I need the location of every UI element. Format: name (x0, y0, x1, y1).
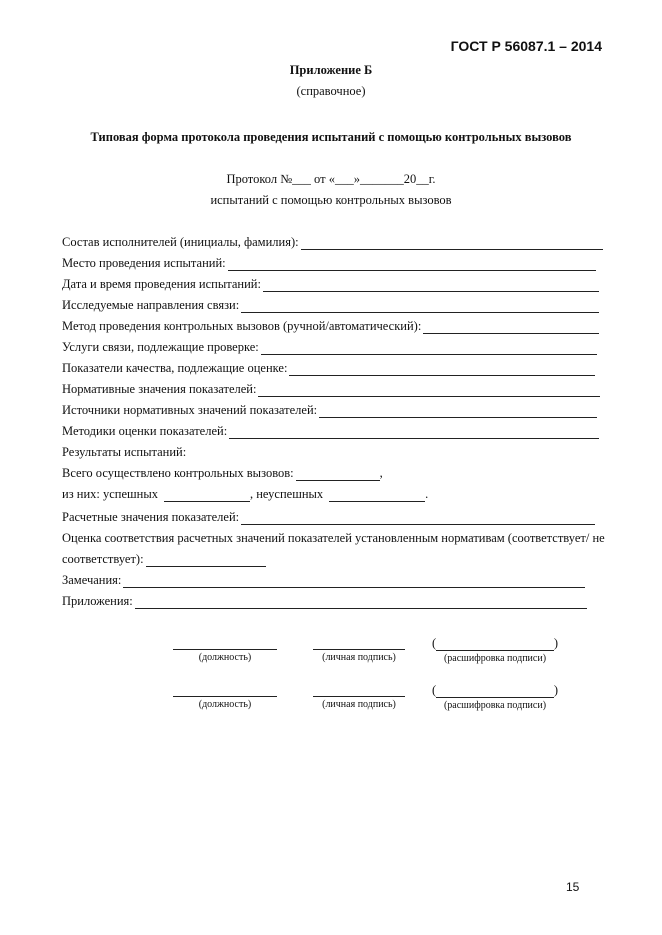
fill-line (423, 321, 599, 334)
field-label: Замечания: (62, 573, 122, 587)
field-directions (62, 298, 599, 313)
fill-line (173, 684, 277, 697)
field-label: Приложения: (62, 594, 133, 608)
field-label: Дата и время проведения испытаний: (62, 277, 261, 291)
fill-line (289, 363, 595, 376)
fill-line (146, 554, 266, 567)
close-paren: ) (553, 636, 558, 650)
field-calculated-values (62, 510, 595, 525)
field-remarks (62, 573, 585, 588)
field-test-place (62, 256, 596, 271)
position-caption: (должность) (198, 699, 252, 710)
fill-line (313, 684, 405, 697)
signature-position-2 (173, 684, 277, 710)
fill-line (229, 426, 599, 439)
fill-line (241, 300, 599, 313)
field-total-calls (62, 466, 383, 481)
field-label: Метод проведения контрольных вызовов (ручной/автоматический): (62, 319, 422, 333)
fill-line (241, 512, 595, 525)
close-paren: ) (553, 683, 558, 697)
field-test-datetime (62, 277, 599, 292)
fill-line (301, 237, 603, 250)
field-label: соответствует): (62, 552, 144, 566)
field-label: Методики оценки показателей: (62, 424, 228, 438)
fill-line (164, 489, 250, 502)
page-number: 15 (566, 880, 580, 894)
signature-caption: (личная подпись) (322, 652, 396, 663)
period-text: . (425, 487, 429, 501)
field-methods (62, 424, 599, 439)
signature-decoding-2 (432, 683, 558, 711)
signature-personal-2 (313, 684, 405, 710)
field-conformity-assessment-cont (62, 552, 266, 567)
protocol-subtitle: испытаний с помощью контрольных вызовов (210, 193, 452, 207)
signature-personal-1 (313, 637, 405, 663)
protocol-line: Протокол №___ от «___»_______20__г. (226, 172, 436, 186)
fill-line (296, 468, 380, 481)
field-label: Оценка соответствия расчетных значений показателей установленным нормативам (соответствует/ не (62, 531, 605, 545)
fill-line (436, 638, 554, 651)
fill-line (329, 489, 425, 502)
signature-position-1 (173, 637, 277, 663)
fill-line (173, 637, 277, 650)
field-results (62, 445, 186, 460)
field-label: Услуги связи, подлежащие проверке: (62, 340, 259, 354)
field-successful-calls (62, 487, 428, 502)
field-attachments (62, 594, 587, 609)
field-call-method (62, 319, 599, 334)
field-normative-values (62, 382, 600, 397)
decoding-caption: (расшифровка подписи) (443, 700, 547, 711)
fill-line (436, 685, 554, 698)
field-label: Расчетные значения показателей: (62, 510, 240, 524)
field-executors (62, 235, 603, 250)
field-label: из них: успешных (62, 487, 158, 501)
standard-number: ГОСТ Р 56087.1 – 2014 (450, 38, 602, 54)
fill-line (135, 596, 587, 609)
fill-line (319, 405, 597, 418)
fill-line (261, 342, 597, 355)
field-label: Состав исполнителей (инициалы, фамилия): (62, 235, 299, 249)
field-label: Нормативные значения показателей: (62, 382, 257, 396)
field-quality-indicators (62, 361, 595, 376)
field-services (62, 340, 597, 355)
signature-decoding-1 (432, 636, 558, 664)
field-normative-sources (62, 403, 597, 418)
signature-caption: (личная подпись) (322, 699, 396, 710)
appendix-title: Приложение Б (289, 63, 373, 77)
field-conformity-assessment (62, 531, 605, 546)
appendix-subtitle: (справочное) (296, 84, 366, 98)
open-paren: ( (432, 636, 437, 650)
fill-line (258, 384, 600, 397)
fill-line (263, 279, 599, 292)
field-label: Показатели качества, подлежащие оценке: (62, 361, 288, 375)
fill-line (123, 575, 585, 588)
position-caption: (должность) (198, 652, 252, 663)
open-paren: ( (432, 683, 437, 697)
field-label: Исследуемые направления связи: (62, 298, 240, 312)
field-label: Результаты испытаний: (62, 445, 187, 459)
field-label: Всего осуществлено контрольных вызовов: (62, 466, 294, 480)
fill-line (313, 637, 405, 650)
fill-line (228, 258, 596, 271)
field-label: Место проведения испытаний: (62, 256, 226, 270)
comma-text: , (379, 466, 383, 480)
form-title: Типовая форма протокола проведения испытаний с помощью контрольных вызовов (90, 130, 572, 144)
decoding-caption: (расшифровка подписи) (443, 653, 547, 664)
unsuccessful-label: , неуспешных (249, 487, 324, 501)
field-label: Источники нормативных значений показателей: (62, 403, 318, 417)
